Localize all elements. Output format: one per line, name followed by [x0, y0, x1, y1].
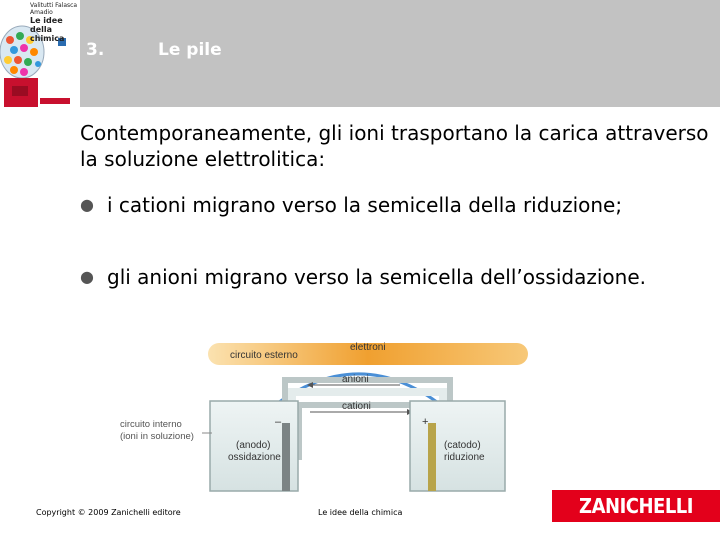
ions-in-solution-label: (ioni in soluzione) [120, 431, 194, 442]
cover-title-text [30, 2, 78, 43]
cathode-label: (catodo) [444, 440, 481, 451]
cover-title: Le idee della chimica [30, 16, 65, 43]
chapter-number: 3. [86, 40, 105, 60]
book-cover-image [0, 0, 80, 107]
external-circuit-label: circuito esterno [230, 350, 298, 361]
cations-label: cationi [342, 401, 371, 412]
electrochemical-cell-diagram [110, 335, 540, 495]
cathode-electrode [428, 423, 436, 491]
cathode-plus-sign: + [422, 416, 429, 428]
bullet-text: gli anioni migrano verso la semicella dell’ossidazione. [107, 265, 646, 289]
cover-authors: Valitutti Falasca Amadio [30, 2, 78, 16]
chapter-title: Le pile [158, 40, 222, 60]
footer-copyright: Copyright © 2009 Zanichelli editore [36, 508, 181, 517]
anions-label: anioni [342, 374, 369, 385]
anode-label: (anodo) [236, 440, 271, 451]
oxidation-label: ossidazione [228, 452, 281, 463]
footer-book-title: Le idee della chimica [318, 508, 403, 517]
anode-minus-sign: – [275, 416, 282, 428]
electrons-label: elettroni [350, 342, 386, 353]
internal-circuit-label: circuito interno [120, 419, 182, 430]
bullet-dot-icon: ● [80, 267, 94, 286]
header-bar [0, 0, 720, 107]
intro-paragraph: Contemporaneamente, gli ioni trasportano la carica attraverso la soluzione elettrolitica: [80, 121, 709, 171]
bullet-dot-icon: ● [80, 195, 94, 214]
anode-electrode [282, 423, 290, 491]
reduction-label: riduzione [444, 452, 485, 463]
publisher-logo: ZANICHELLI [552, 490, 720, 522]
bullet-text: i cationi migrano verso la semicella della riduzione; [107, 193, 623, 217]
